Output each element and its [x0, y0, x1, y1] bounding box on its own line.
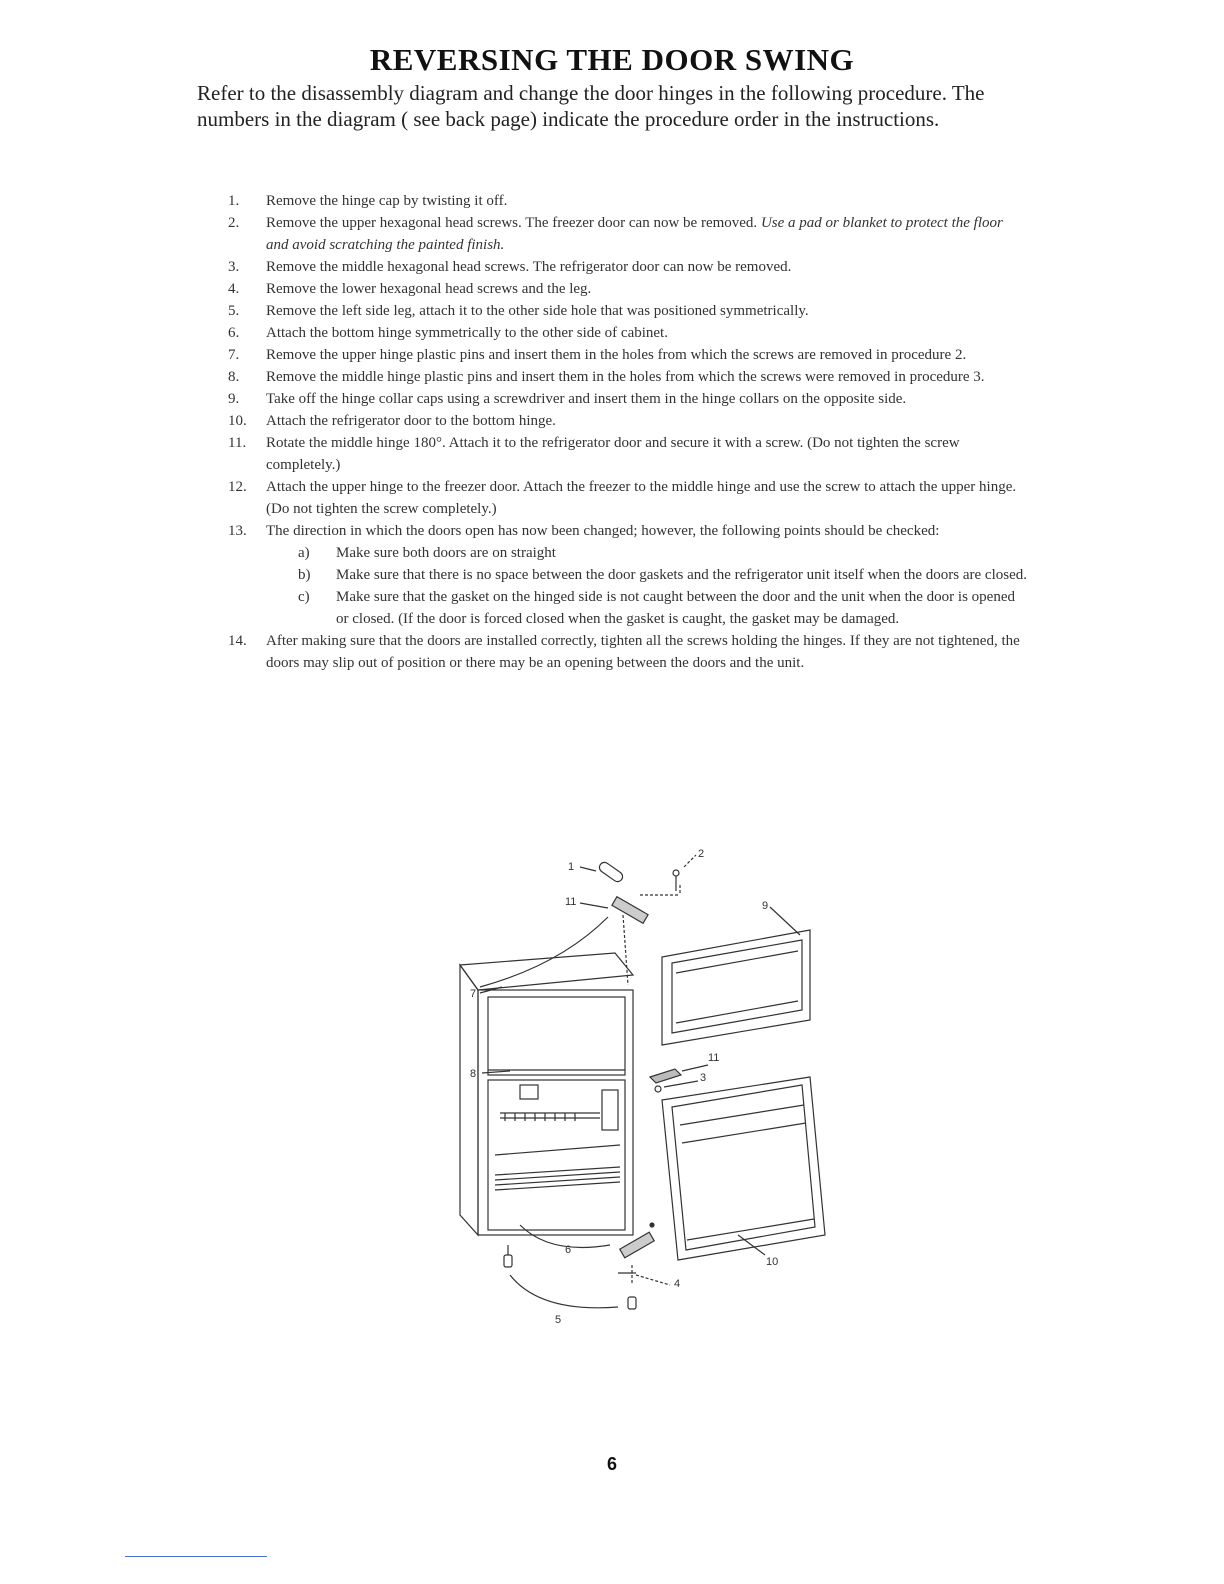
hinge-cap-part [580, 860, 625, 883]
step-number: 1. [228, 193, 240, 209]
list-item [228, 300, 1028, 322]
step-text: Remove the left side leg, attach it to the other side hole that was positioned symmetrically. [266, 303, 809, 319]
list-item [228, 212, 1028, 256]
step-text: Take off the hinge collar caps using a screwdriver and insert them in the hinge collars on the opposite side. [266, 391, 907, 407]
substep-text: Make sure both doors are on straight [336, 545, 556, 561]
substep-text: Make sure that the gasket on the hinged side is not caught between the door and the unit when the door is opened or closed. (If the door is forced closed when the gasket is caught, the gasket may be damaged. [336, 589, 1015, 627]
step-text: Remove the middle hinge plastic pins and insert them in the holes from which the screws were removed in procedure 3. [266, 369, 985, 385]
step-number: 12. [228, 479, 247, 495]
list-item [228, 344, 1028, 366]
step-number: 8. [228, 369, 240, 385]
step-number: 3. [228, 259, 240, 275]
step-text: Rotate the middle hinge 180°. Attach it to the refrigerator door and secure it with a screw. (Do not tighten the screw completely.) [266, 435, 960, 473]
step-text: After making sure that the doors are installed correctly, tighten all the screws holding the hinges. If they are not tightened, the doors may slip out of position or there may be an opening between the doors and the unit. [266, 633, 1020, 671]
list-item [228, 190, 1028, 212]
arrow-line [510, 1275, 618, 1308]
footer-divider [125, 1556, 267, 1557]
refrigerator-cabinet [460, 953, 633, 1235]
list-item [228, 520, 1028, 630]
label-step-4: 4 [674, 1278, 681, 1290]
step-text: Attach the refrigerator door to the bottom hinge. [266, 413, 556, 429]
step-text: Remove the lower hexagonal head screws and the leg. [266, 281, 592, 297]
step-text: Attach the bottom hinge symmetrically to the other side of cabinet. [266, 325, 668, 341]
label-step-2: 2 [698, 848, 705, 860]
list-item [228, 388, 1028, 410]
check-list [266, 542, 1028, 630]
substep-letter: c) [298, 589, 310, 605]
arrow-line [480, 917, 608, 987]
list-item [228, 476, 1028, 520]
page-title: REVERSING THE DOOR SWING [369, 42, 855, 77]
step-text: Remove the hinge cap by twisting it off. [266, 193, 508, 209]
label-step-5: 5 [555, 1314, 562, 1326]
step-number: 13. [228, 523, 247, 539]
list-item [228, 322, 1028, 344]
intro-paragraph: Refer to the disassembly diagram and change the door hinges in the following procedure. The numbers in the diagram ( see back page) indicate the procedure order in the instructions. [197, 81, 985, 131]
disassembly-diagram [440, 845, 860, 1335]
substep-letter: a) [298, 545, 310, 561]
step-text: Remove the middle hexagonal head screws. The refrigerator door can now be removed. [266, 259, 792, 275]
list-item [228, 432, 1028, 476]
step-note: Use a pad or blanket to protect the floor and avoid scratching the painted finish. [266, 215, 1003, 253]
label-step-1: 1 [568, 861, 575, 873]
step-text: Remove the upper hexagonal head screws. The freezer door can now be removed. [266, 215, 758, 231]
list-item [298, 564, 1028, 586]
list-item [298, 542, 1028, 564]
list-item [228, 366, 1028, 388]
upper-hinge-part [580, 897, 648, 985]
list-item [228, 256, 1028, 278]
list-item [228, 278, 1028, 300]
label-step-3: 3 [700, 1072, 707, 1084]
list-item [228, 630, 1028, 674]
procedure-list [228, 190, 1028, 674]
refrigerator-door [662, 1077, 825, 1260]
label-step-6: 6 [565, 1244, 572, 1256]
label-step-7: 7 [470, 988, 477, 1000]
step-number: 4. [228, 281, 240, 297]
step-number: 14. [228, 633, 247, 649]
step-text: The direction in which the doors open has now been changed; however, the following points should be checked: [266, 523, 940, 539]
label-step-11-upper: 11 [565, 896, 577, 908]
list-item [298, 586, 1028, 630]
step-number: 5. [228, 303, 240, 319]
freezer-door [662, 930, 810, 1045]
step-number: 7. [228, 347, 240, 363]
label-step-11-middle: 11 [708, 1052, 720, 1064]
label-step-9: 9 [762, 900, 769, 912]
screw-part [640, 855, 696, 895]
page-number: 6 [606, 1454, 617, 1474]
step-number: 9. [228, 391, 240, 407]
label-step-10: 10 [766, 1256, 779, 1268]
step-number: 6. [228, 325, 240, 341]
substep-letter: b) [298, 567, 311, 583]
substep-text: Make sure that there is no space between the door gaskets and the refrigerator unit itself when the doors are closed. [336, 567, 1028, 583]
list-item [228, 410, 1028, 432]
label-step-8: 8 [470, 1068, 477, 1080]
step-number: 11. [228, 435, 247, 451]
step-number: 10. [228, 413, 247, 429]
step-text: Attach the upper hinge to the freezer door. Attach the freezer to the middle hinge and use the screw to attach the upper hinge. (Do not tighten the screw completely.) [266, 479, 1017, 517]
step-number: 2. [228, 215, 240, 231]
step-text: Remove the upper hinge plastic pins and insert them in the holes from which the screws are removed in procedure 2. [266, 347, 967, 363]
